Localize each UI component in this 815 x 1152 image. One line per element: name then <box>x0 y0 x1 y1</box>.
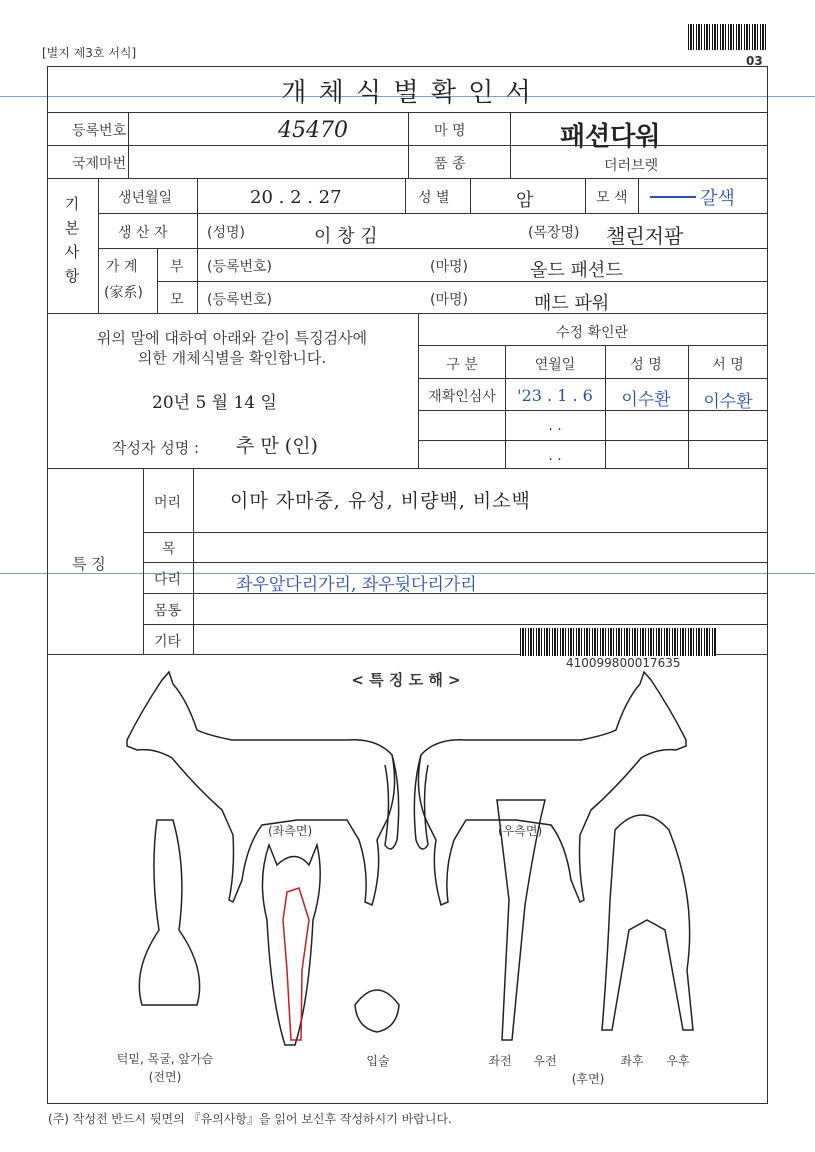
dob-value: 20 . 2 . 27 <box>250 187 342 208</box>
writer-label: 작성자 성명 : <box>112 439 200 457</box>
hind-right-caption: 우후 <box>666 1054 690 1068</box>
reg-no-label: 등록번호 <box>72 123 127 139</box>
color-value: 갈색 <box>700 188 735 209</box>
front-view-caption: 턱밑, 목굴, 앞가슴 <box>116 1052 214 1066</box>
dam-label: 모 <box>170 292 184 308</box>
muzzle-caption: 입술 <box>366 1054 390 1068</box>
head-value: 이마 자마중, 유성, 비량백, 비소백 <box>230 490 531 512</box>
color-label: 모 색 <box>596 190 628 206</box>
name-label: 마 명 <box>434 123 466 139</box>
revision-title: 수정 확인란 <box>555 325 629 341</box>
producer-name-field: (성명) <box>207 225 245 241</box>
leg-value: 좌우앞다리가리, 좌우뒷다리가리 <box>236 575 477 595</box>
revision-header-sign: 서 명 <box>712 357 744 373</box>
fore-left-caption: 좌전 <box>488 1054 512 1068</box>
revision-header-name: 성 명 <box>630 357 662 373</box>
diagram-title: < 특 징 도 해 > <box>351 671 461 689</box>
sex-label: 성 별 <box>418 190 450 206</box>
farm-field: (목장명) <box>528 225 580 241</box>
front-neck-view <box>139 820 199 1005</box>
body-label: 몸통 <box>154 603 182 619</box>
feature-barcode <box>520 628 716 656</box>
dam-regno-field: (등록번호) <box>207 292 273 308</box>
etc-label: 기타 <box>154 634 182 650</box>
hind-left-caption: 좌후 <box>620 1054 644 1068</box>
footer-note: (주) 작성전 반드시 뒷면의 『유의사항』을 읽어 보신후 작성하시기 바랍니다. <box>48 1112 452 1126</box>
producer-label: 생 산 자 <box>118 225 168 241</box>
dob-label: 생년월일 <box>118 190 173 206</box>
fore-right-caption: 우전 <box>533 1054 557 1068</box>
family-label: 가 계 <box>106 259 138 275</box>
muzzle-view <box>355 990 399 1032</box>
family-hanja: (家系) <box>104 285 143 301</box>
form-number: [별지 제3호 서식] <box>42 46 137 60</box>
sex-value: 암 <box>516 190 534 211</box>
revision-row1-sign: 이수환 <box>703 392 753 412</box>
confirm-date: 20년 5 월 14 일 <box>152 393 277 413</box>
producer-value: 이 창 김 <box>314 226 378 247</box>
front-view-label: (전면) <box>148 1070 182 1084</box>
head-label: 머리 <box>154 495 182 511</box>
revision-row3-dots: . . <box>548 448 562 464</box>
sire-label: 부 <box>170 259 184 275</box>
horse-diagram <box>47 670 766 1090</box>
confirm-text-1: 위의 말에 대하여 아래와 같이 특징검사에 <box>96 329 368 347</box>
revision-header-date: 연월일 <box>534 357 576 373</box>
breed-value: 더러브렛 <box>604 158 659 174</box>
barcode-number: 410099800017635 <box>566 656 681 670</box>
dam-value: 매드 파워 <box>534 293 610 314</box>
neck-label: 목 <box>162 541 176 557</box>
page-number: 03 <box>746 54 763 68</box>
writer-value: 추 만 (인) <box>236 435 318 457</box>
basic-side-label: 기 본 사 항 <box>64 195 80 285</box>
blaze-marking <box>283 888 309 1040</box>
right-side-horse <box>414 672 686 905</box>
right-side-caption: (우측면) <box>498 824 543 838</box>
confirm-text-2: 의한 개체식별을 확인합니다. <box>137 349 327 367</box>
revision-row1-date: '23 . 1 . 6 <box>517 386 593 405</box>
sire-value: 올드 패션드 <box>530 260 623 281</box>
revision-row1-category: 재확인심사 <box>428 389 496 405</box>
revision-header-category: 구 분 <box>446 357 478 373</box>
intl-no-label: 국제마번 <box>72 156 127 172</box>
rear-view <box>602 815 693 1030</box>
color-strikethrough <box>650 196 696 198</box>
sire-name-field: (마명) <box>430 259 468 275</box>
dam-name-field: (마명) <box>430 292 468 308</box>
name-value: 패션다워 <box>560 122 661 152</box>
top-barcode <box>688 24 768 50</box>
breed-label: 품 종 <box>434 156 466 172</box>
left-side-caption: (좌측면) <box>268 824 313 838</box>
revision-row2-dots: . . <box>548 418 562 434</box>
reg-no-value: 45470 <box>278 118 348 143</box>
page-title: 개 체 식 별 확 인 서 <box>281 78 533 108</box>
features-side-label: 특 징 <box>72 555 106 573</box>
sire-regno-field: (등록번호) <box>207 259 273 275</box>
revision-row1-name: 이수환 <box>621 390 671 410</box>
farm-value: 챌린저팜 <box>606 224 684 248</box>
leg-label: 다리 <box>154 572 182 588</box>
head-front-view <box>262 845 320 1045</box>
rear-view-label: (후면) <box>571 1072 605 1086</box>
